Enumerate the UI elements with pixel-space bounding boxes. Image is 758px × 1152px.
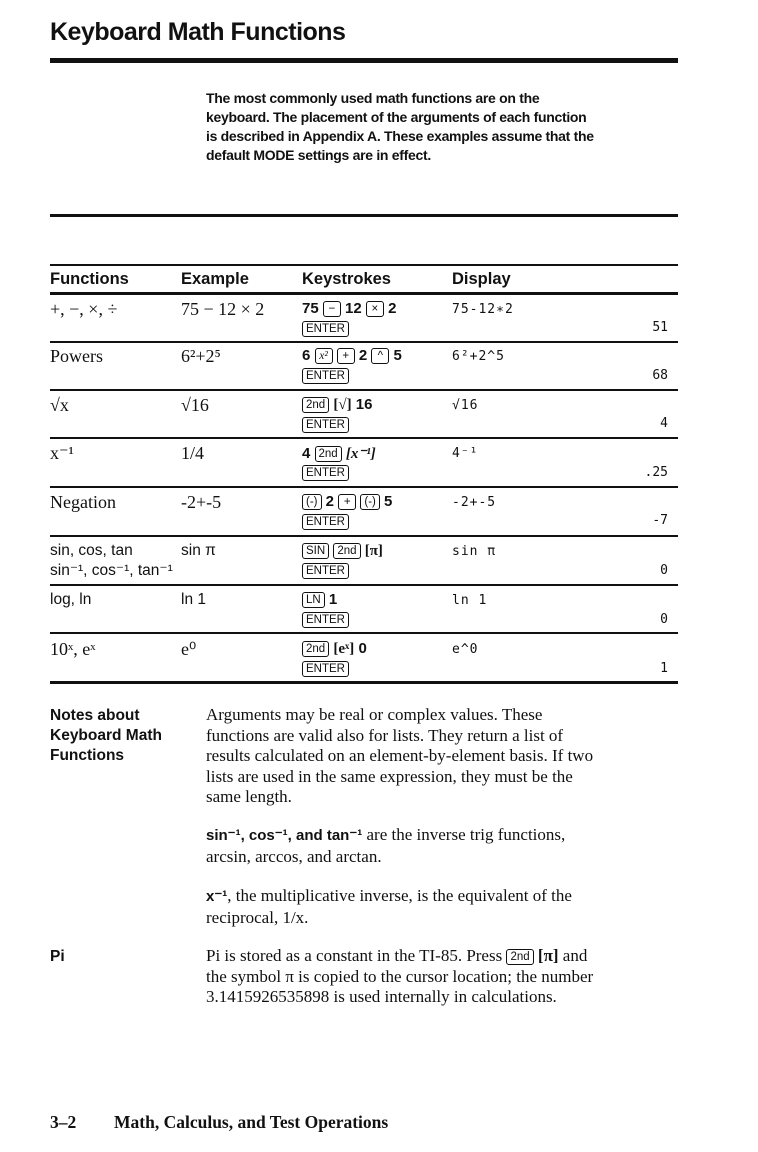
row-example: sin π xyxy=(181,542,216,559)
row-function-line2: sin⁻¹, cos⁻¹, tan⁻¹ xyxy=(50,562,173,579)
para-line: 3.1415926535898 is used internally in calculations. xyxy=(206,987,557,1006)
key-digits: 2 xyxy=(358,347,368,364)
para-text: are the inverse trig functions, xyxy=(362,825,566,844)
row-keystrokes xyxy=(302,300,396,317)
inverse-trig-term: sin⁻¹, cos⁻¹, and tan⁻¹ xyxy=(206,827,363,844)
x-squared-key[interactable]: x² xyxy=(315,348,333,364)
row-keystrokes xyxy=(302,591,337,608)
key-digits: 0 xyxy=(358,640,367,657)
para-line: lists are used in the same expression, they must be the xyxy=(206,766,573,786)
key-digits: 4 xyxy=(302,445,311,462)
enter-key[interactable]: ENTER xyxy=(302,465,349,481)
row-keystrokes-line2 xyxy=(302,513,349,530)
row-rule xyxy=(50,584,678,586)
para-line: functions are valid also for lists. They return a list of xyxy=(206,725,564,745)
row-example: √16 xyxy=(181,395,209,415)
enter-key[interactable]: ENTER xyxy=(302,321,349,337)
notes-label xyxy=(50,706,162,766)
row-function: +, −, ×, ÷ xyxy=(50,299,118,319)
row-display: e^0 xyxy=(452,642,479,657)
row-display: 4⁻¹ xyxy=(452,446,479,461)
row-example: ln 1 xyxy=(181,591,206,608)
page-title: Keyboard Math Functions xyxy=(50,18,346,46)
row-rule xyxy=(50,437,678,439)
para-line xyxy=(206,946,686,967)
key-digits: 16 xyxy=(355,396,373,413)
row-result: 4 xyxy=(660,416,668,431)
second-key[interactable]: 2nd xyxy=(315,446,342,462)
row-rule xyxy=(50,535,678,537)
sin-key[interactable]: SIN xyxy=(302,543,329,559)
row-keystrokes-line2 xyxy=(302,660,349,677)
table-top-rule xyxy=(50,264,678,266)
header-example: Example xyxy=(181,270,249,288)
row-keystrokes-line2 xyxy=(302,320,349,337)
row-keystrokes-line2 xyxy=(302,611,349,628)
key-digits: 5 xyxy=(393,347,402,364)
row-function: log, ln xyxy=(50,591,92,608)
intro-paragraph xyxy=(206,89,676,165)
row-keystrokes xyxy=(302,542,383,560)
row-rule xyxy=(50,389,678,391)
row-function: sin, cos, tan xyxy=(50,542,133,559)
intro-line: keyboard. The placement of the arguments of each function xyxy=(206,109,587,125)
header-display: Display xyxy=(452,270,511,288)
notes-paragraph-1 xyxy=(206,705,686,808)
para-line: the symbol π is copied to the cursor location; the number xyxy=(206,966,594,986)
row-example: 1/4 xyxy=(181,443,205,463)
table-header-rule xyxy=(50,292,678,295)
para-line: results calculated on an element-by-element basis. If two xyxy=(206,746,594,765)
row-result: 0 xyxy=(660,563,668,578)
para-text: , the multiplicative inverse, is the equivalent of the xyxy=(227,886,572,905)
sqrt-key-label: [√] xyxy=(333,397,352,413)
para-line xyxy=(206,825,686,847)
enter-key[interactable]: ENTER xyxy=(302,514,349,530)
row-result: -7 xyxy=(652,513,668,528)
notes-label-line: Notes about xyxy=(50,707,140,724)
key-digits: 1 xyxy=(328,591,338,608)
intro-line: is described in Appendix A. These examples assume that the xyxy=(206,128,594,144)
minus-key[interactable]: − xyxy=(323,301,341,317)
row-keystrokes-line2 xyxy=(302,464,349,481)
second-key[interactable]: 2nd xyxy=(333,543,360,559)
para-text: Pi is stored as a constant in the TI-85. Press xyxy=(206,946,507,965)
second-key[interactable]: 2nd xyxy=(302,397,329,413)
inverse-key-label: [x⁻¹] xyxy=(345,446,376,462)
row-function: Powers xyxy=(50,346,103,366)
row-function: Negation xyxy=(50,492,116,512)
footer-section-title: Math, Calculus, and Test Operations xyxy=(114,1112,389,1132)
enter-key[interactable]: ENTER xyxy=(302,417,349,433)
key-digits: 2 xyxy=(325,493,335,510)
row-example: e⁰ xyxy=(181,639,197,659)
para-line: Arguments may be real or complex values. These xyxy=(206,705,543,724)
row-example: -2+-5 xyxy=(181,492,222,512)
intro-rule xyxy=(50,214,678,217)
row-example: 6²+2⁵ xyxy=(181,346,221,366)
enter-key[interactable]: ENTER xyxy=(302,563,349,579)
key-digits: 12 xyxy=(345,300,362,317)
row-display: 6²+2^5 xyxy=(452,349,505,364)
row-function: 10ˣ, eˣ xyxy=(50,639,96,659)
para-text: and xyxy=(558,946,588,965)
para-line: arcsin, arccos, and arctan. xyxy=(206,846,382,866)
row-display: sin π xyxy=(452,544,497,559)
row-function: x⁻¹ xyxy=(50,443,74,463)
pi-key-label: [π] xyxy=(364,543,383,559)
ln-key[interactable]: LN xyxy=(302,592,325,608)
row-keystrokes xyxy=(302,640,367,658)
enter-key[interactable]: ENTER xyxy=(302,368,349,384)
title-rule xyxy=(50,58,678,63)
times-key[interactable]: × xyxy=(366,301,384,317)
row-rule xyxy=(50,486,678,488)
pi-key-label: [π] xyxy=(537,946,559,965)
row-display: ln 1 xyxy=(452,593,488,608)
row-display: -2+-5 xyxy=(452,495,497,510)
row-keystrokes xyxy=(302,396,372,414)
negation-key[interactable]: (-) xyxy=(360,494,380,510)
row-function: √x xyxy=(50,395,69,415)
pi-paragraph xyxy=(206,946,686,1008)
row-keystrokes xyxy=(302,347,402,364)
notes-label-line: Functions xyxy=(50,747,125,764)
row-display: √16 xyxy=(452,398,479,413)
row-result: 1 xyxy=(660,661,668,676)
row-keystrokes-line2 xyxy=(302,367,349,384)
notes-paragraph-2 xyxy=(206,825,686,867)
row-keystrokes xyxy=(302,444,376,463)
table-bottom-rule xyxy=(50,681,678,684)
row-result: .25 xyxy=(644,465,668,480)
enter-key[interactable]: ENTER xyxy=(302,612,349,628)
row-result: 51 xyxy=(652,320,668,335)
plus-key[interactable]: + xyxy=(338,494,356,510)
para-line xyxy=(206,886,686,908)
row-keystrokes xyxy=(302,493,392,510)
row-rule xyxy=(50,632,678,634)
second-key[interactable]: 2nd xyxy=(302,641,329,657)
key-digits: 5 xyxy=(384,493,393,510)
key-digits: 75 xyxy=(302,300,319,317)
negation-key[interactable]: (-) xyxy=(302,494,322,510)
para-line: reciprocal, 1/x. xyxy=(206,907,309,927)
page-number: 3–2 xyxy=(50,1112,77,1132)
intro-line: default MODE settings are in effect. xyxy=(206,147,431,163)
row-display: 75-12∗2 xyxy=(452,302,514,317)
row-result: 0 xyxy=(660,612,668,627)
header-functions: Functions xyxy=(50,270,129,288)
second-key[interactable]: 2nd xyxy=(506,949,533,965)
pi-label: Pi xyxy=(50,948,65,965)
row-rule xyxy=(50,341,678,343)
notes-label-line: Keyboard Math xyxy=(50,727,162,744)
header-keystrokes: Keystrokes xyxy=(302,270,391,288)
row-example: 75 − 12 × 2 xyxy=(181,299,265,319)
key-digits: 2 xyxy=(388,300,397,317)
row-keystrokes-line2 xyxy=(302,562,349,579)
row-keystrokes-line2 xyxy=(302,416,349,433)
row-result: 68 xyxy=(652,368,668,383)
e-x-key-label: [eˣ] xyxy=(333,641,355,657)
intro-line: The most commonly used math functions are on the xyxy=(206,90,540,106)
inverse-term: x⁻¹ xyxy=(206,888,228,905)
plus-key[interactable]: + xyxy=(337,348,355,364)
caret-key[interactable]: ^ xyxy=(371,348,389,364)
enter-key[interactable]: ENTER xyxy=(302,661,349,677)
notes-paragraph-3 xyxy=(206,886,686,928)
key-digits: 6 xyxy=(302,347,311,364)
para-line: same length. xyxy=(206,787,292,806)
